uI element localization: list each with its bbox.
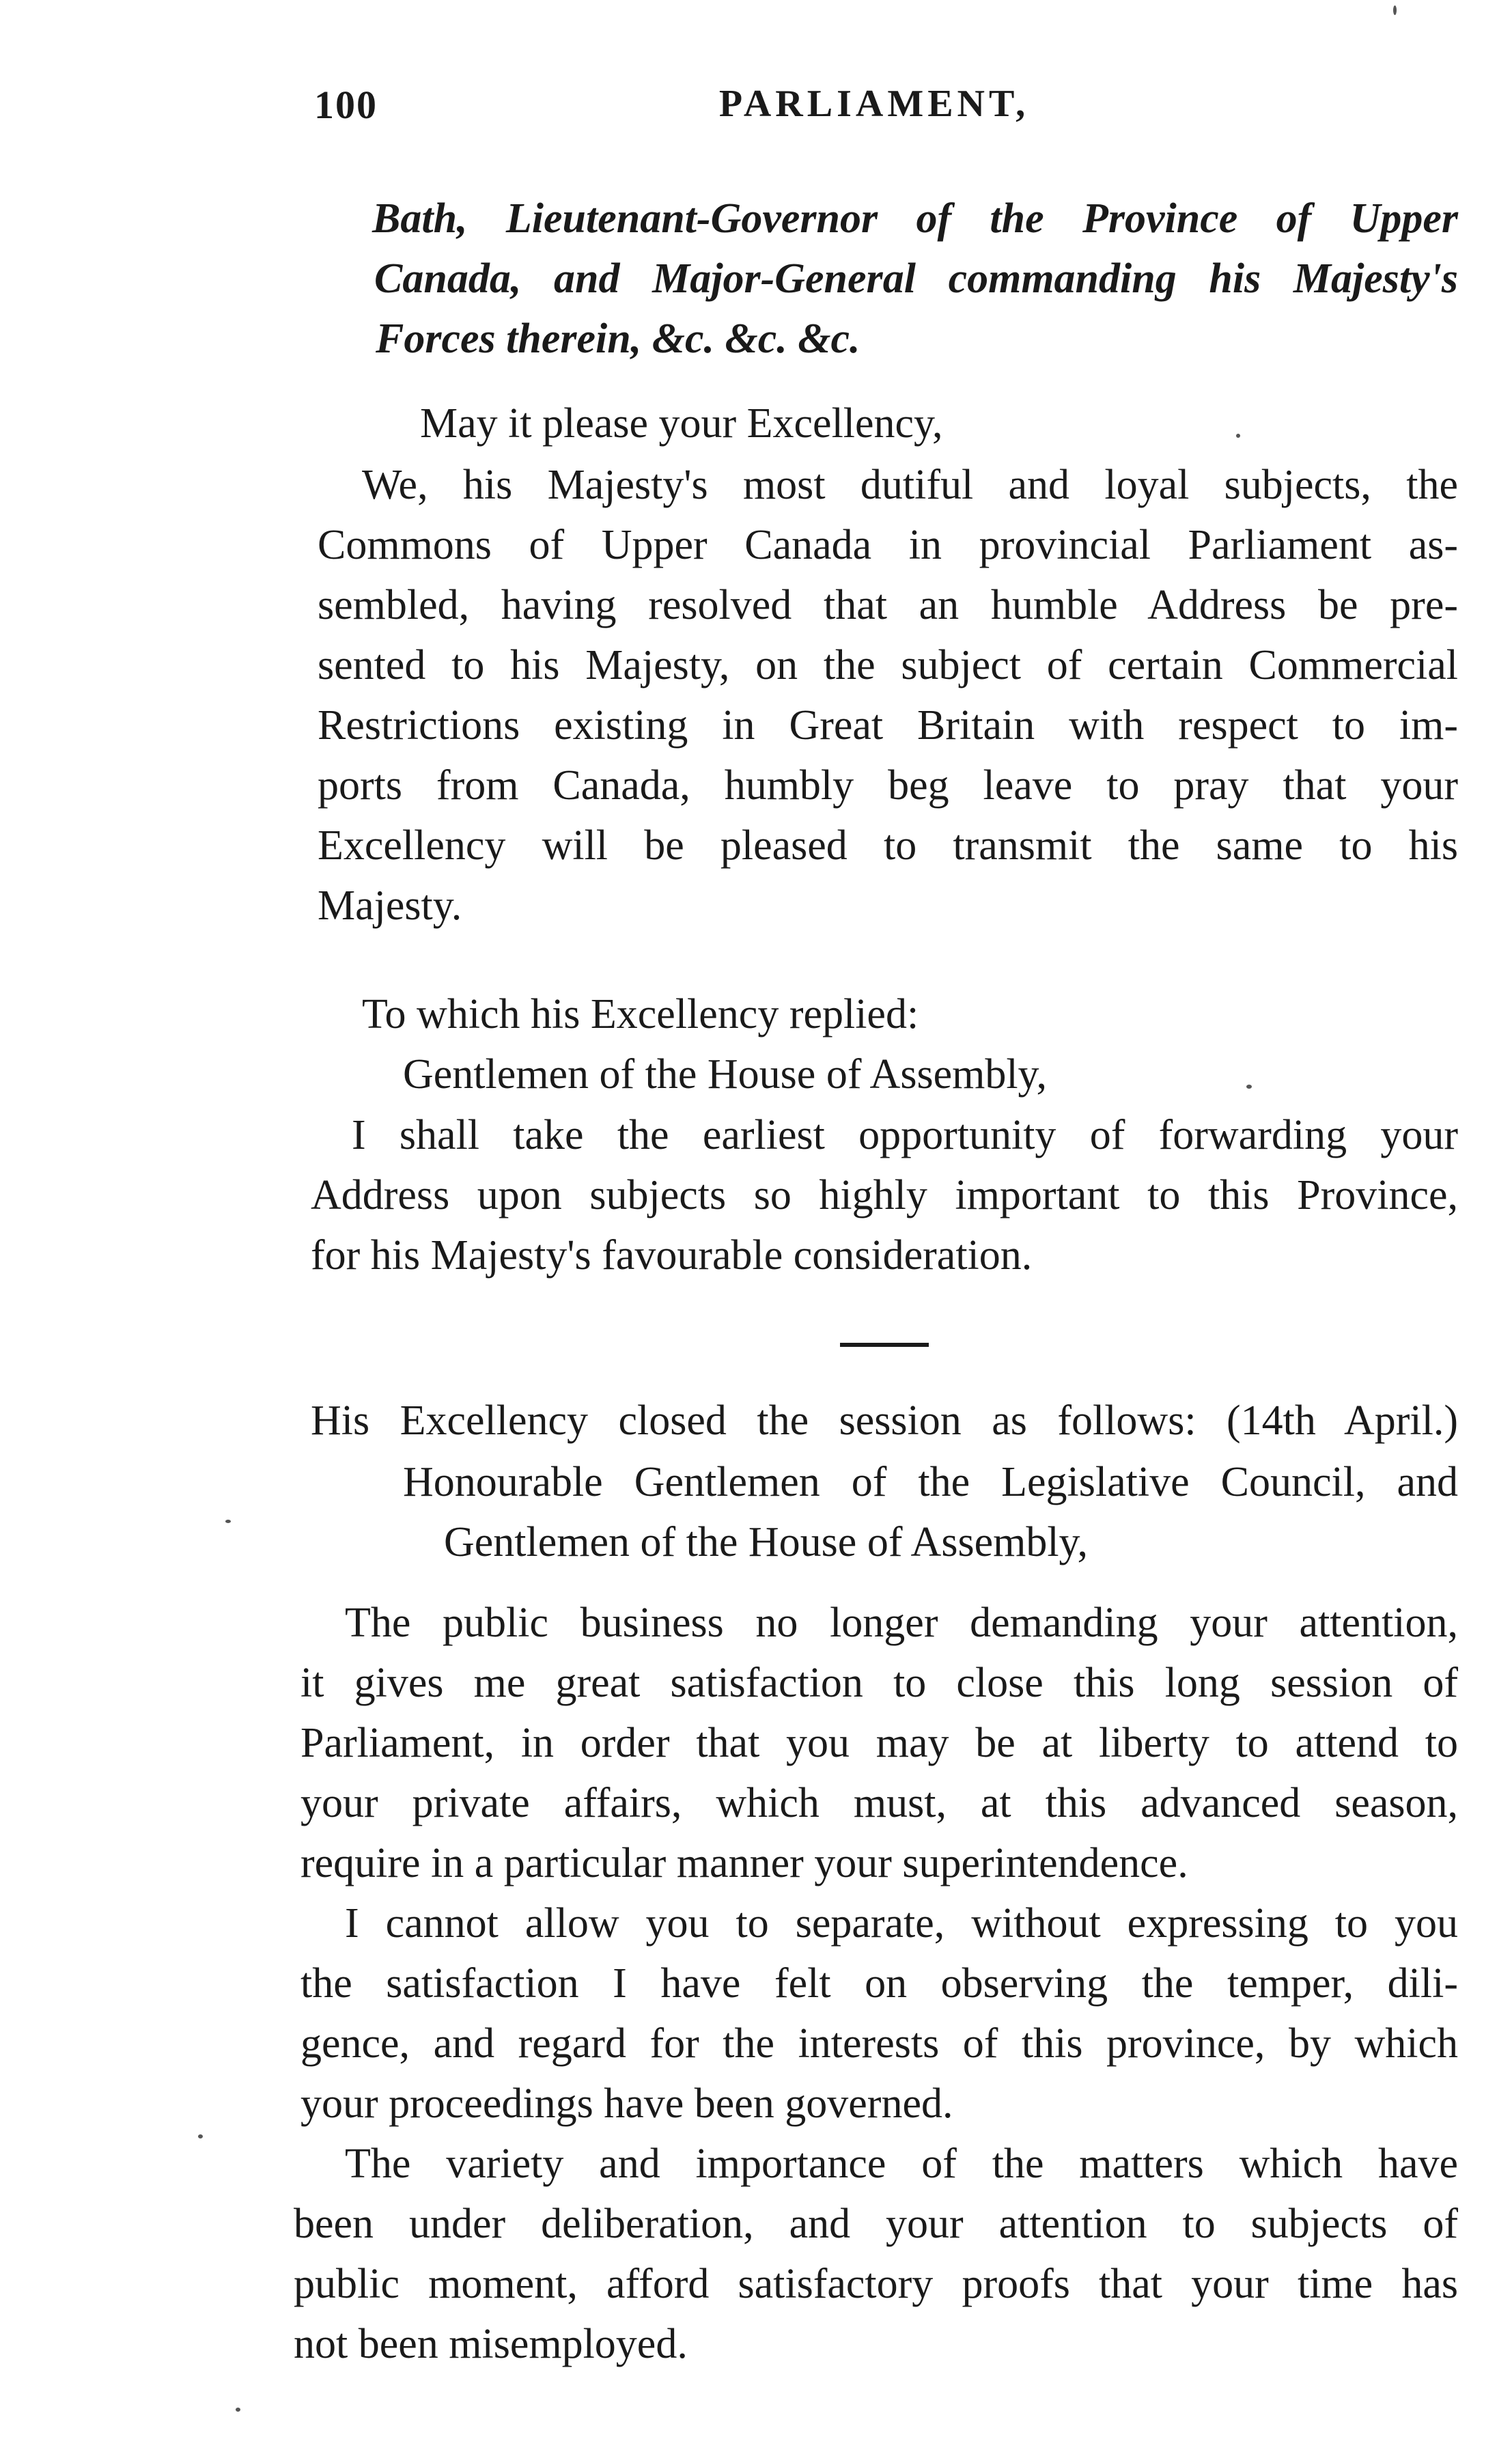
closing-paragraph-line: gence, and regard for the interests of this province, by which — [300, 2020, 1458, 2067]
print-speck — [1393, 5, 1397, 15]
closing-paragraph-line: your proceedings have been governed. — [300, 2080, 953, 2127]
reply-salutation: Gentlemen of the House of Assembly, — [403, 1051, 1048, 1098]
closing-paragraph-line: it gives me great satisfaction to close this long session of — [300, 1660, 1458, 1706]
address-body-line: ports from Canada, humbly beg leave to pray that your — [318, 762, 1458, 809]
page-number: 100 — [314, 83, 378, 127]
address-salutation: May it please your Excellency, — [420, 400, 943, 447]
address-body-line: sented to his Majesty, on the subject of certain Commercial — [318, 642, 1458, 688]
closing-paragraph-line: been under deliberation, and your attention to subjects of — [294, 2201, 1458, 2247]
closing-paragraph-line: Parliament, in order that you may be at liberty to attend to — [300, 1720, 1458, 1766]
closing-paragraph-line: public moment, afford satisfactory proofs that your time has — [294, 2261, 1458, 2307]
address-body-line: Majesty. — [318, 882, 462, 929]
reply-body-line: Address upon subjects so highly important to this Province, — [311, 1172, 1458, 1218]
reply-intro: To which his Excellency replied: — [362, 991, 919, 1037]
address-body-line: We, his Majesty's most dutiful and loyal subjects, the — [362, 462, 1458, 508]
page-header — [300, 82, 1448, 137]
closing-paragraph-line: The variety and importance of the matters which have — [345, 2141, 1458, 2187]
address-body-line: sembled, having resolved that an humble Address be pre- — [318, 582, 1458, 628]
address-body-line: Excellency will be pleased to transmit the same to his — [318, 822, 1458, 869]
print-speck — [225, 1520, 231, 1523]
closing-paragraph-line: the satisfaction I have felt on observing the temper, dili- — [300, 1960, 1458, 2007]
section-divider — [840, 1343, 929, 1347]
reply-body-line: for his Majesty's favourable consideration. — [311, 1232, 1033, 1279]
closing-paragraph-line: I cannot allow you to separate, without expressing to you — [345, 1900, 1458, 1947]
running-title: PARLIAMENT, — [718, 83, 1030, 125]
reply-body-line: I shall take the earliest opportunity of forwarding your — [352, 1112, 1458, 1158]
closing-salutation-line: Gentlemen of the House of Assembly, — [444, 1519, 1089, 1565]
address-heading-line: Forces therein, &c. &c. &c. — [376, 316, 860, 362]
closing-paragraph-line: require in a particular manner your superintendence. — [300, 1840, 1188, 1886]
address-heading-line: Bath, Lieutenant-Governor of the Province of Upper — [372, 195, 1458, 242]
print-speck — [1236, 434, 1240, 438]
closing-paragraph-line: The public business no longer demanding your attention, — [345, 1600, 1458, 1646]
address-heading-line: Canada, and Major-General commanding his Majesty's — [374, 255, 1458, 302]
closing-salutation-line: Honourable Gentlemen of the Legislative Council, and — [403, 1459, 1458, 1505]
closing-paragraph-line: not been misemployed. — [294, 2321, 688, 2367]
closing-intro: His Excellency closed the session as follows: (14th April.) — [311, 1397, 1458, 1444]
print-speck — [198, 2134, 203, 2138]
address-body-line: Restrictions existing in Great Britain with respect to im- — [318, 702, 1458, 749]
address-body-line: Commons of Upper Canada in provincial Parliament as- — [318, 522, 1458, 568]
closing-paragraph-line: your private affairs, which must, at this advanced season, — [300, 1780, 1458, 1826]
print-speck — [1246, 1085, 1252, 1089]
print-speck — [236, 2408, 240, 2412]
